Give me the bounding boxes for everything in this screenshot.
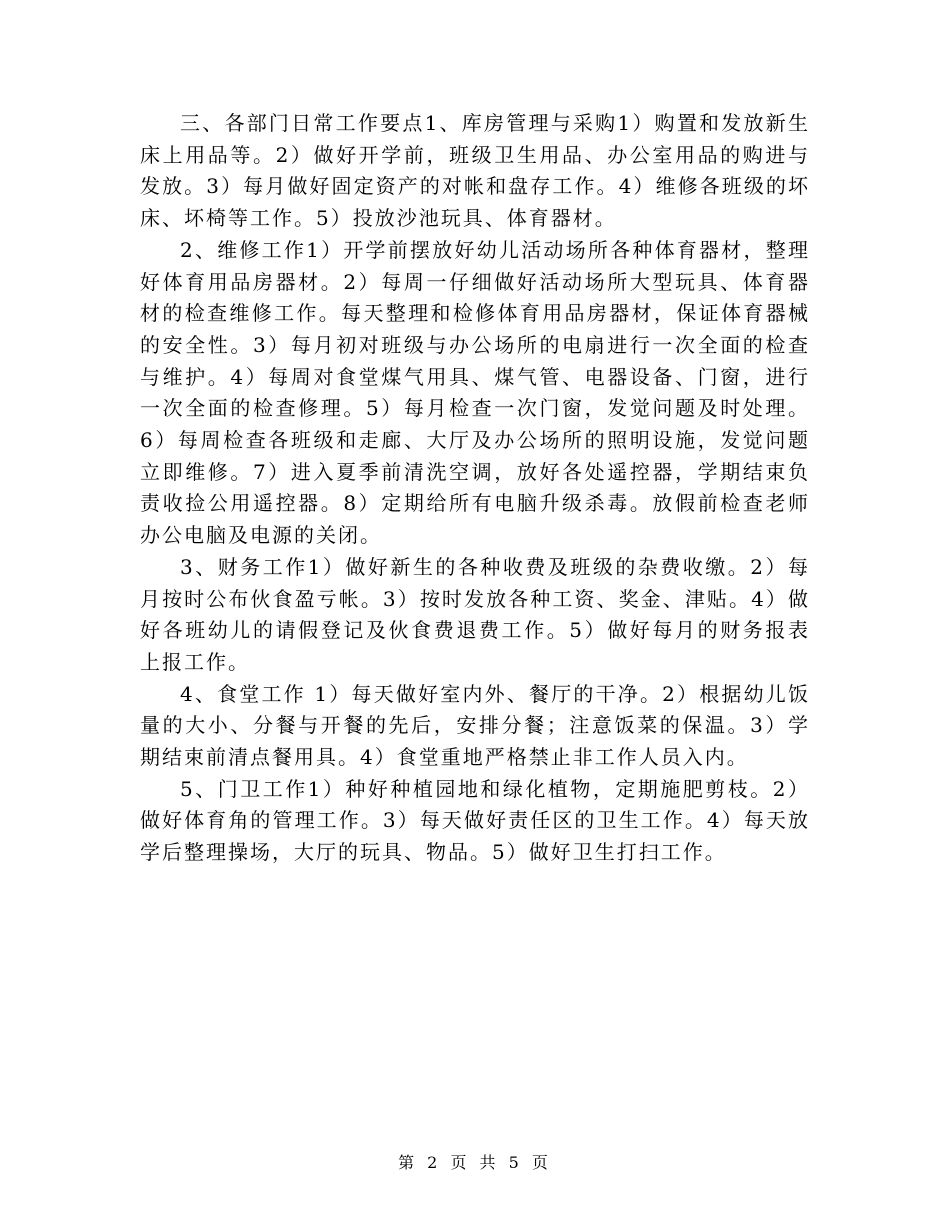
document-body xyxy=(140,108,810,869)
paragraph-finance: 3、财务工作1）做好新生的各种收费及班级的杂费收缴。2）每月按时公布伙食盈亏帐。3）按时发放各种工资、奖金、津贴。4）做好各班幼儿的请假登记及伙食费退费工作。5）做好每月的财务报表上报工作。 xyxy=(140,554,810,674)
paragraph-gatekeeper: 5、门卫工作1）种好种植园地和绿化植物，定期施肥剪枝。2）做好体育角的管理工作。3）每天做好责任区的卫生工作。4）每天放学后整理操场，大厅的玩具、物品。5）做好卫生打扫工作。 xyxy=(140,776,810,865)
paragraph-canteen: 4、食堂工作 1）每天做好室内外、餐厅的干净。2）根据幼儿饭量的大小、分餐与开餐的先后，安排分餐；注意饭菜的保温。3）学期结束前清点餐用具。4）食堂重地严格禁止非工作人员入内。 xyxy=(140,681,810,770)
page-number-footer: 第 2 页 共 5 页 xyxy=(398,1153,552,1172)
paragraph-section-3-storeroom: 三、各部门日常工作要点1、库房管理与采购1）购置和发放新生床上用品等。2）做好开学前，班级卫生用品、办公室用品的购进与发放。3）每月做好固定资产的对帐和盘存工作。4）维修各班级的坏床、坏椅等工作。5）投放沙池玩具、体育器材。 xyxy=(140,111,810,231)
paragraph-maintenance: 2、维修工作1）开学前摆放好幼儿活动场所各种体育器材，整理好体育用品房器材。2）每周一仔细做好活动场所大型玩具、体育器材的检查维修工作。每天整理和检修体育用品房器材，保证体育器械的安全性。3）每月初对班级与办公场所的电扇进行一次全面的检查与维护。4）每周对食堂煤气用具、煤气管、电器设备、门窗，进行一次全面的检查修理。5）每月检查一次门窗，发觉问题及时处理。6）每周检查各班级和走廊、大厅及办公场所的照明设施，发觉问题立即维修。7）进入夏季前清洗空调，放好各处遥控器，学期结束负责收捡公用遥控器。8）定期给所有电脑升级杀毒。放假前检查老师办公电脑及电源的关闭。 xyxy=(140,237,810,548)
